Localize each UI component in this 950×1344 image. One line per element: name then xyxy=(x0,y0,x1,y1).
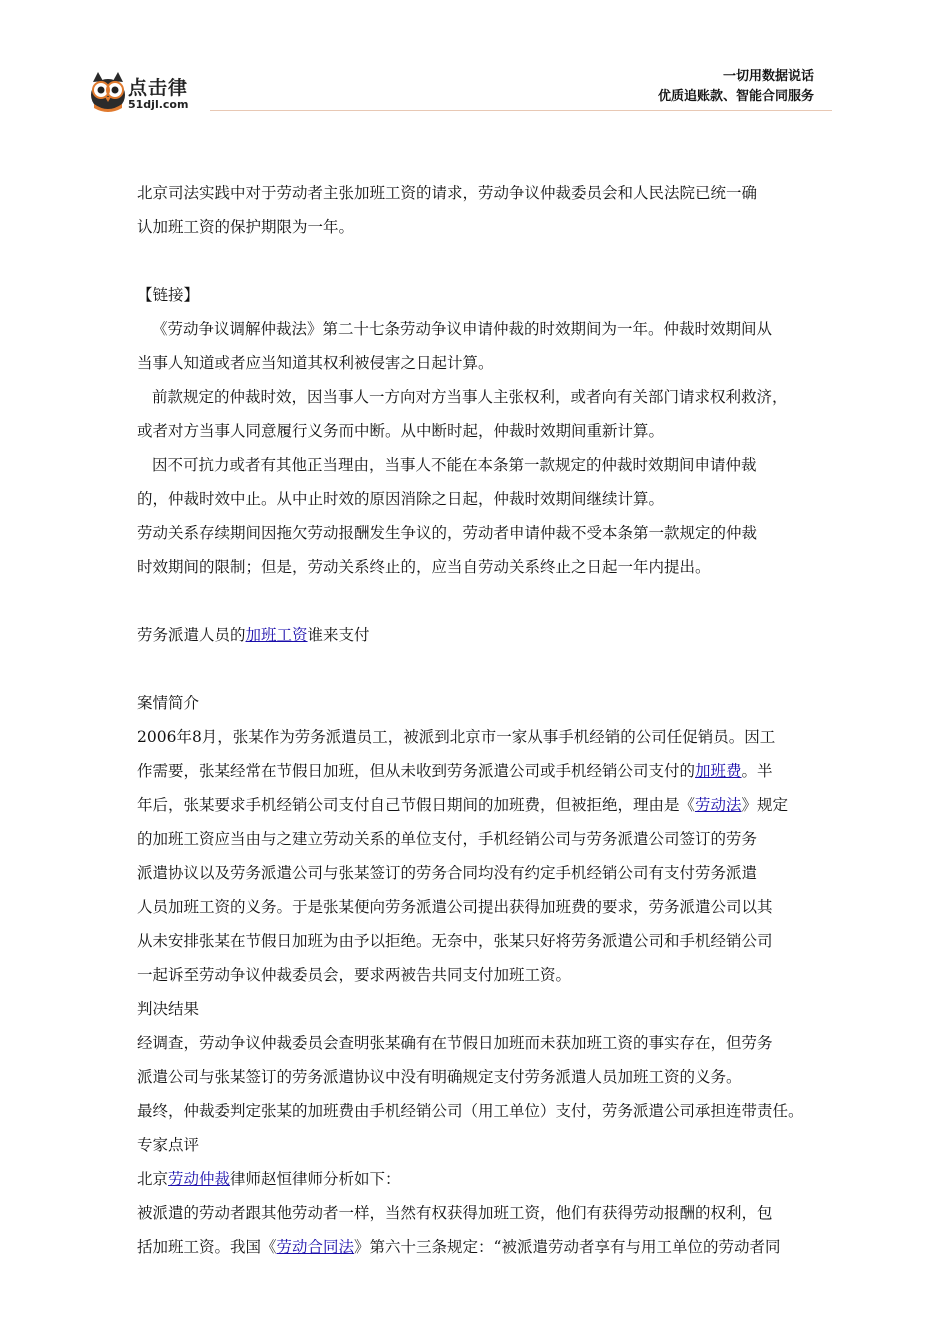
slogan-line-2: 优质追账款、智能合同服务 xyxy=(657,89,814,104)
brand-name: 点击律 xyxy=(128,77,189,99)
text-line: 《劳动争议调解仲裁法》第二十七条劳动争议申请仲裁的时效期间为一年。仲裁时效期间从 xyxy=(152,320,773,338)
text-line: 北京劳动仲裁律师赵恒律师分析如下： xyxy=(137,1170,401,1188)
section-title: 劳务派遣人员的加班工资谁来支付 xyxy=(137,626,370,644)
document-body xyxy=(137,176,827,1264)
link-heading: 【链接】 xyxy=(137,286,200,304)
text-line: 被派遣的劳动者跟其他劳动者一样，当然有权获得加班工资，他们有获得劳动报酬的权利，包 xyxy=(137,1204,773,1222)
case-heading: 案情简介 xyxy=(137,694,200,712)
page-header xyxy=(0,0,950,120)
expert-heading: 专家点评 xyxy=(137,1136,200,1154)
text-line: 一起诉至劳动争议仲裁委员会，要求两被告共同支付加班工资。 xyxy=(137,966,572,984)
text-line: 派遣协议以及劳务派遣公司与张某签订的劳务合同均没有约定手机经销公司有支付劳务派遣 xyxy=(137,864,758,882)
labor-law-link[interactable]: 劳动法 xyxy=(695,796,742,814)
brand-domain: 51djl.com xyxy=(128,98,189,111)
overtime-pay-link[interactable]: 加班工资 xyxy=(245,626,308,644)
brand-logo[interactable] xyxy=(88,70,208,120)
text-line: 当事人知道或者应当知道其权利被侵害之日起计算。 xyxy=(137,354,494,372)
text-line: 的加班工资应当由与之建立劳动关系的单位支付，手机经销公司与劳务派遣公司签订的劳务 xyxy=(137,830,758,848)
text-line: 北京司法实践中对于劳动者主张加班工资的请求，劳动争议仲裁委员会和人民法院已统一确 xyxy=(137,184,758,202)
text-line: 2006年8月，张某作为劳务派遣员工，被派到北京市一家从事手机经销的公司任促销员。因工 xyxy=(137,728,776,746)
text-line: 作需要，张某经常在节假日加班，但从未收到劳务派遣公司或手机经销公司支付的加班费。半 xyxy=(137,762,773,780)
text-line: 年后，张某要求手机经销公司支付自己节假日期间的加班费，但被拒绝，理由是《劳动法》规定 xyxy=(137,796,789,814)
text-line: 人员加班工资的义务。于是张某便向劳务派遣公司提出获得加班费的要求，劳务派遣公司以其 xyxy=(137,898,773,916)
slogan-line-1: 一切用数据说话 xyxy=(722,69,814,84)
overtime-fee-link[interactable]: 加班费 xyxy=(695,762,742,780)
labor-contract-law-link[interactable]: 劳动合同法 xyxy=(276,1238,355,1256)
text-line: 或者对方当事人同意履行义务而中断。从中断时起，仲裁时效期间重新计算。 xyxy=(137,422,665,440)
header-slogan xyxy=(658,67,814,107)
labor-arbitration-link[interactable]: 劳动仲裁 xyxy=(168,1170,231,1188)
text-line: 派遣公司与张某签订的劳务派遣协议中没有明确规定支付劳务派遣人员加班工资的义务。 xyxy=(137,1068,742,1086)
text-line: 从未安排张某在节假日加班为由予以拒绝。无奈中，张某只好将劳务派遣公司和手机经销公司 xyxy=(137,932,773,950)
text-line: 最终，仲裁委判定张某的加班费由手机经销公司（用工单位）支付，劳务派遣公司承担连带责任。 xyxy=(137,1102,804,1120)
text-line: 前款规定的仲裁时效，因当事人一方向对方当事人主张权利，或者向有关部门请求权利救济， xyxy=(152,388,788,406)
header-divider xyxy=(210,110,832,111)
text-line: 的，仲裁时效中止。从中止时效的原因消除之日起，仲裁时效期间继续计算。 xyxy=(137,490,665,508)
text-line: 经调查，劳动争议仲裁委员会查明张某确有在节假日加班而未获加班工资的事实存在，但劳务 xyxy=(137,1034,773,1052)
text-line: 括加班工资。我国《劳动合同法》第六十三条规定：“被派遣劳动者享有与用工单位的劳动者同 xyxy=(137,1238,781,1256)
text-line: 劳动关系存续期间因拖欠劳动报酬发生争议的，劳动者申请仲裁不受本条第一款规定的仲裁 xyxy=(137,524,758,542)
result-heading: 判决结果 xyxy=(137,1000,200,1018)
text-line: 因不可抗力或者有其他正当理由，当事人不能在本条第一款规定的仲裁时效期间申请仲裁 xyxy=(152,456,757,474)
text-line: 认加班工资的保护期限为一年。 xyxy=(137,218,355,236)
owl-icon xyxy=(88,70,128,112)
text-line: 时效期间的限制；但是，劳动关系终止的，应当自劳动关系终止之日起一年内提出。 xyxy=(137,558,711,576)
